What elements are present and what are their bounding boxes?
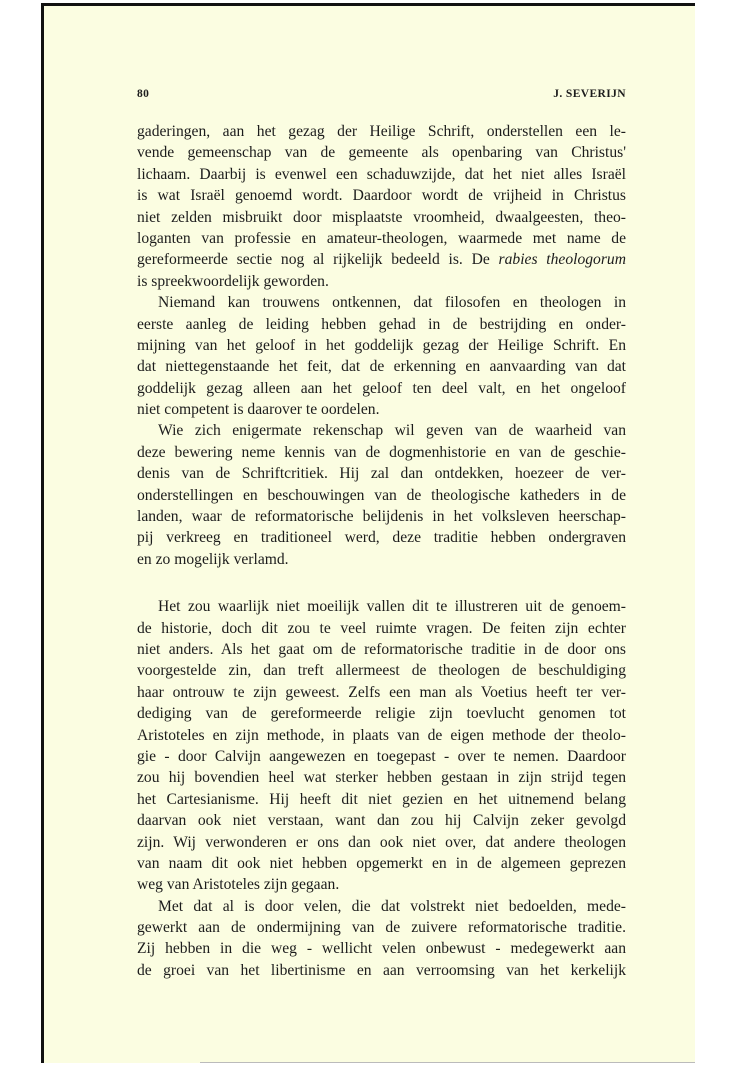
text-section <box>137 596 626 981</box>
text-section <box>137 121 626 570</box>
page-bottom-edge <box>200 1062 695 1063</box>
text-line: zijn. Wij verwonderen er ons dan ook niet over, dat andere theologen <box>137 833 626 851</box>
text-line: Zij hebben in die weg - wellicht velen onbewust - medegewerkt aan <box>137 940 626 958</box>
text-line: landen, waar de reformatorische belijdenis in het volksleven heerschap- <box>137 508 626 526</box>
text-line: zou hij bovendien heel wat sterker hebben gestaan in zijn strijd tegen <box>137 769 626 787</box>
italic-phrase: rabies theologorum <box>498 251 626 269</box>
text-line: onderstellingen en beschouwingen van de theologische katheders in de <box>137 486 626 504</box>
page-number: 80 <box>137 88 150 100</box>
paragraph <box>137 896 626 982</box>
text-line: vende gemeenschap van de gemeente als openbaring van Christus' <box>137 144 626 162</box>
text-line: Het zou waarlijk niet moeilijk vallen dit te illustreren uit de genoem- <box>158 598 626 616</box>
text-line: Aristoteles en zijn methode, in plaats van de eigen methode der theolo- <box>137 726 626 744</box>
text-line: deze bewering neme kennis van de dogmenhistorie en van de geschie- <box>137 443 626 461</box>
text-line: van naam dit ook niet hebben opgemerkt en in de algemeen geprezen <box>137 854 626 872</box>
text-line: het Cartesianisme. Hij heeft dit niet gezien en het uitnemend belang <box>137 790 626 808</box>
text-line: niet zelden misbruikt door misplaatste vroomheid, dwaalgeesten, theo- <box>137 208 626 226</box>
text-line: weg van Aristoteles zijn gegaan. <box>137 876 340 894</box>
paragraph <box>137 596 626 895</box>
text-line: niet competent is daarover te oordelen. <box>137 401 380 419</box>
text-line: de historie, doch dit zou te veel ruimte vragen. De feiten zijn echter <box>137 619 626 637</box>
body-text <box>137 121 626 981</box>
text-line: niet anders. Als het gaat om de reformatorische traditie in de door ons <box>137 640 626 658</box>
text-line: gaderingen, aan het gezag der Heilige Schrift, onderstellen een le- <box>137 123 626 140</box>
text-line: daarvan ook niet verstaan, want dan zou hij Calvijn zeker gevolgd <box>137 812 626 830</box>
text-line: dat niettegenstaande het feit, dat de erkenning en aanvaarding van dat <box>137 358 626 376</box>
text-line: en zo mogelijk verlamd. <box>137 550 289 568</box>
text-line: eerste aanleg de leiding hebben gehad in de bestrijding en onder- <box>137 315 626 333</box>
text-line: voorgestelde zin, dan treft allermeest de theologen de beschuldiging <box>137 662 626 680</box>
text-line: dediging van de gereformeerde religie zijn toevlucht genomen tot <box>137 705 626 723</box>
paragraph <box>137 292 626 420</box>
text-line: Wie zich enigermate rekenschap wil geven van de waarheid van <box>158 422 626 440</box>
text-line: is spreekwoordelijk geworden. <box>137 272 329 290</box>
text-line: pij verkreeg en traditioneel werd, deze traditie hebben ondergraven <box>137 529 626 547</box>
running-header <box>137 88 626 104</box>
text-line <box>137 249 626 270</box>
text-line: gie - door Calvijn aangewezen en toegepast - over te nemen. Daardoor <box>137 747 626 765</box>
paragraph <box>137 121 626 292</box>
text-span: gereformeerde sectie nog al rijkelijk bedeeld is. De <box>137 251 499 269</box>
text-line: loganten van professie en amateur-theologen, waarmede met name de <box>137 229 626 247</box>
text-line: mijning van het geloof in het goddelijk gezag der Heilige Schrift. En <box>137 336 626 354</box>
running-head-author: J. SEVERIJN <box>553 88 626 100</box>
text-line: de groei van het libertinisme en aan verroomsing van het kerkelijk <box>137 961 626 979</box>
text-line: goddelijk gezag alleen aan het geloof ten deel valt, en het ongeloof <box>137 379 626 397</box>
text-line: Met dat al is door velen, die dat volstrekt niet bedoelden, mede- <box>158 897 626 915</box>
text-line: denis van de Schriftcritiek. Hij zal dan ontdekken, hoezeer de ver- <box>137 465 626 483</box>
text-line: gewerkt aan de ondermijning van de zuivere reformatorische traditie. <box>137 919 626 937</box>
text-line: haar ontrouw te zijn geweest. Zelfs een man als Voetius heeft ter ver- <box>137 683 626 701</box>
paragraph <box>137 420 626 570</box>
text-line: is wat Israël genoemd wordt. Daardoor wordt de vrijheid in Christus <box>137 187 626 205</box>
text-line: lichaam. Daarbij is evenwel een schaduwzijde, dat het niet alles Israël <box>137 165 626 183</box>
text-line: Niemand kan trouwens ontkennen, dat filosofen en theologen in <box>158 294 626 312</box>
